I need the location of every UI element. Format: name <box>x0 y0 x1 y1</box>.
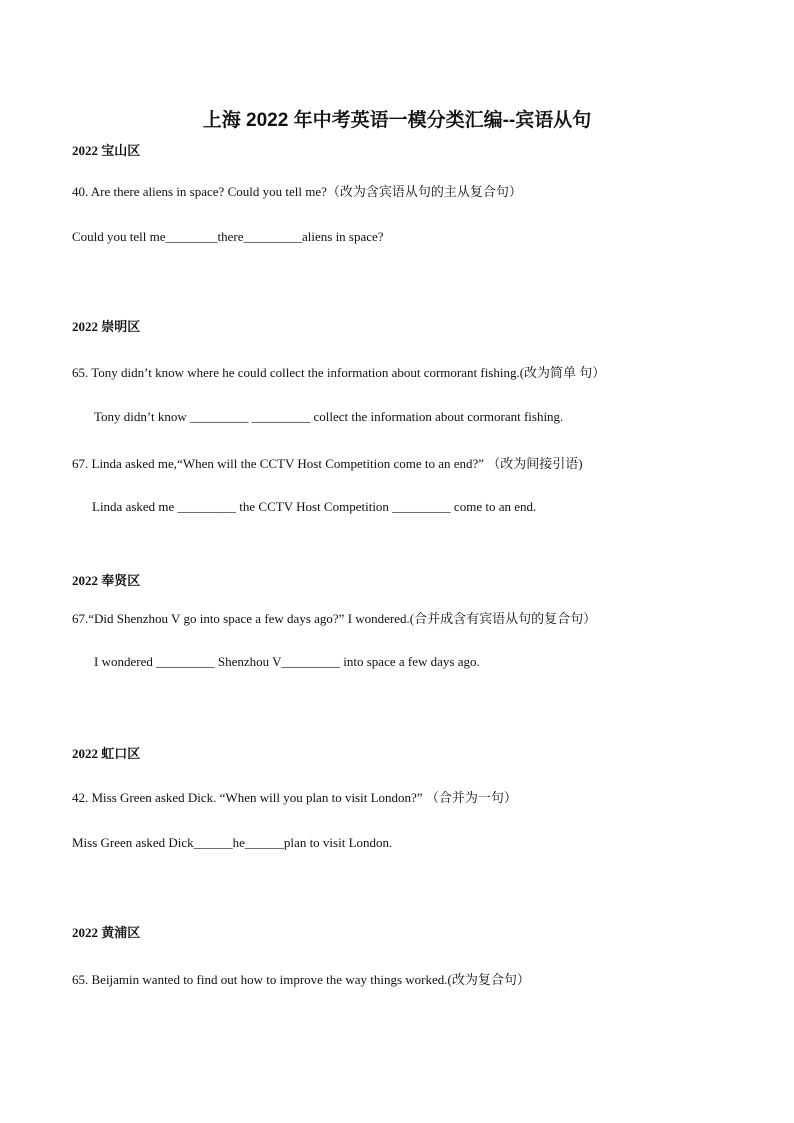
question-42-hongkou: 42. Miss Green asked Dick. “When will you plan to visit London?” （合并为一句） <box>72 790 517 805</box>
section-heading-baoshan: 2022 宝山区 <box>72 143 141 158</box>
question-67-fengxian: 67.“Did Shenzhou V go into space a few days ago?” I wondered.(合并成含有宾语从句的复合句） <box>72 611 597 626</box>
section-heading-hongkou: 2022 虹口区 <box>72 746 141 761</box>
answer-65-chongming: Tony didn’t know _________ _________ collect the information about cormorant fishing. <box>94 409 564 424</box>
question-65-chongming: 65. Tony didn’t know where he could collect the information about cormorant fishing.(改为简单 句） <box>72 365 606 380</box>
section-heading-huangpu: 2022 黄浦区 <box>72 925 141 940</box>
page-title: 上海 2022 年中考英语一模分类汇编--宾语从句 <box>202 110 592 131</box>
section-heading-fengxian: 2022 奉贤区 <box>72 573 141 588</box>
answer-40: Could you tell me________there_________aliens in space? <box>72 229 384 244</box>
question-65-huangpu: 65. Beijamin wanted to find out how to improve the way things worked.(改为复合句） <box>72 972 530 987</box>
answer-67-fengxian: I wondered _________ Shenzhou V_________ into space a few days ago. <box>94 654 480 669</box>
answer-67-chongming: Linda asked me _________ the CCTV Host Competition _________ come to an end. <box>92 499 537 514</box>
question-67-chongming: 67. Linda asked me,“When will the CCTV Host Competition come to an end?” （改为间接引语) <box>72 456 583 471</box>
question-40: 40. Are there aliens in space? Could you tell me?（改为含宾语从句的主从复合句） <box>72 184 522 199</box>
section-heading-chongming: 2022 崇明区 <box>72 319 141 334</box>
answer-42-hongkou: Miss Green asked Dick______he______plan to visit London. <box>72 835 393 850</box>
